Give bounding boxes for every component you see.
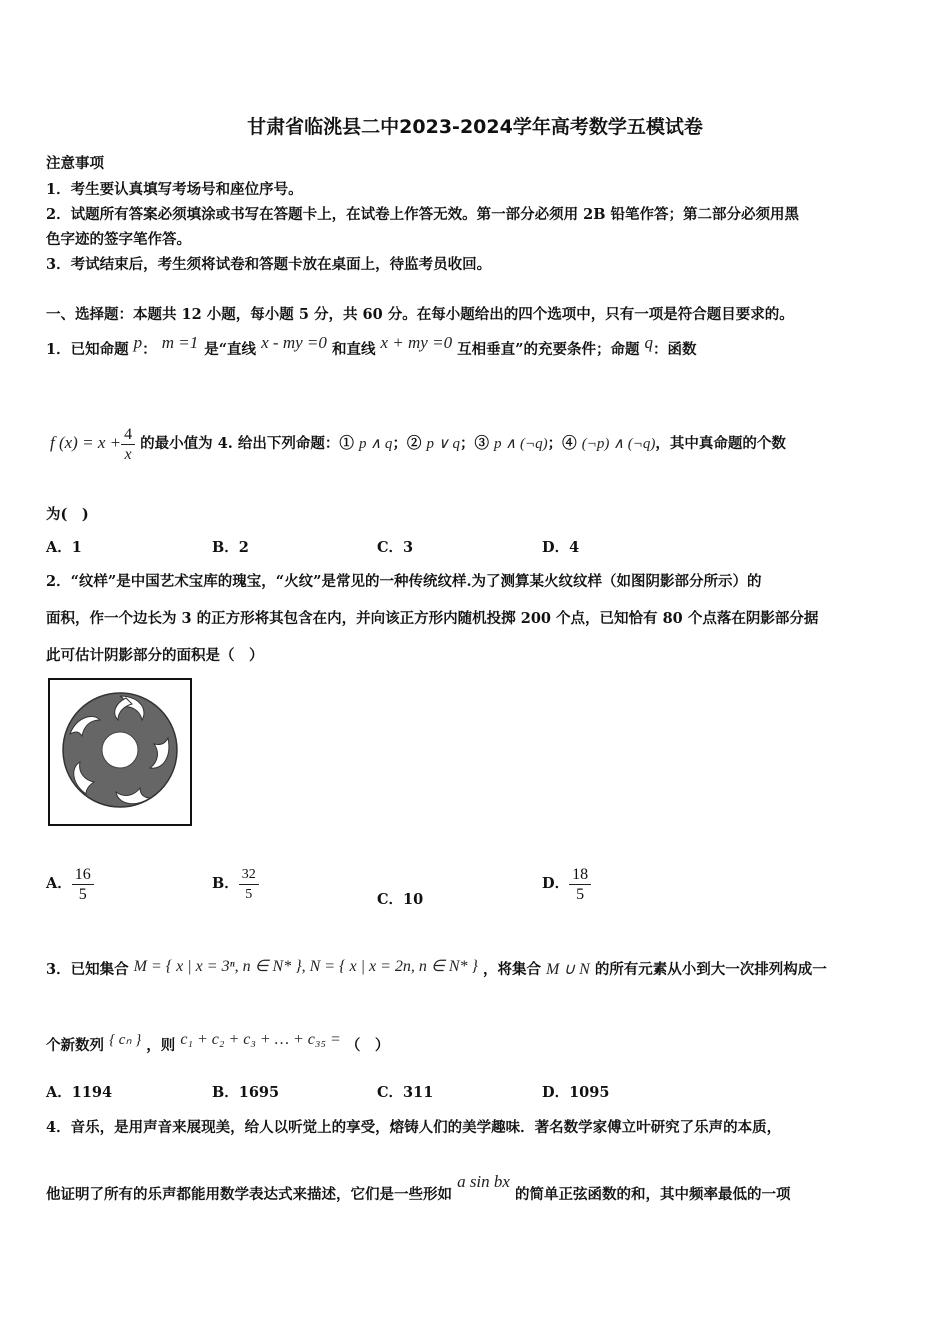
q3-option-b: B．1695 [212,1084,280,1101]
question-1-line-1 [46,328,697,365]
fraction-denominator: 5 [576,885,585,903]
q4-expression: a sin bx [457,1172,510,1191]
q1-sep: ；④ [547,435,577,452]
q1-line-eq-1: x - my =0 [261,333,327,352]
q1-prefix: 1．已知命题 [46,341,129,358]
q1-text: 是“直线 [204,341,257,358]
notice-item: 1．考生要认真填写考场号和座位序号。 [46,181,303,198]
q1-q-var: q [644,333,654,352]
q3-text: 个新数列 [46,1037,104,1054]
fraction-denominator: 5 [78,885,87,903]
question-2-line: 此可估计阴影部分的面积是（ ） [46,647,264,664]
fraction-denominator: 5 [245,886,253,902]
fraction-numerator: 4 [121,425,135,445]
q1-sep: ；③ [459,435,489,452]
q1-option-c: C．3 [377,539,414,556]
fraction-numerator: 18 [569,865,591,885]
q1-text: ，其中真命题的个数 [655,435,786,452]
q3-text: ，则 [146,1037,176,1054]
q3-prefix: 3．已知集合 [46,961,129,978]
q1-claim-1: p ∧ q [358,436,393,452]
page-title: 甘肃省临洮县二中2023-2024学年高考数学五模试卷 [247,116,703,138]
question-4-line-2 [46,1162,791,1215]
notice-heading: 注意事项 [46,155,104,172]
option-fraction [72,865,94,904]
question-2-line: 面积，作一个边长为 3 的正方形将其包含在内，并向该正方形内随机投掷 200 个点，已知恰有 80 个点落在阴影部分据 [46,610,819,627]
fire-pattern-image [50,680,190,824]
q1-fraction [121,425,135,464]
q2-option-c: C．10 [377,891,424,908]
q4-text: 他证明了所有的乐声都能用数学表达式来描述，它们是一些形如 [46,1186,452,1203]
q1-claim-2: p ∨ q [426,436,460,452]
q3-text: 的所有元素从小到大一次排列构成一 [594,961,827,978]
q1-function: f (x) = x + [50,433,122,452]
q1-option-d: D．4 [542,539,580,556]
q3-option-d: D．1095 [542,1084,610,1101]
q3-union: M ∪ N [546,961,590,978]
q1-line-eq-2: x + my =0 [380,333,453,352]
q4-text: 的简单正弦函数的和，其中频率最低的一项 [515,1186,791,1203]
q3-set-n: , N = { x | x = 2n, n ∈ N* } [301,958,478,975]
question-4-line-1: 4．音乐，是用声音来展现美，给人以听觉上的享受，熔铸人们的美学趣味．著名数学家傅立叶研究了乐声的本质， [46,1119,782,1136]
notice-item: 2．试题所有答案必须填涂或书写在答题卡上，在试卷上作答无效。第一部分必须用 2B 铅笔作答；第二部分必须用黑 [46,206,800,223]
fire-pattern-figure [48,678,192,826]
q1-option-b: B．2 [212,539,249,556]
fraction-numerator: 32 [239,865,259,885]
question-3-line-1 [46,950,827,987]
q1-text: 和直线 [331,341,376,358]
option-label: B． [212,875,239,892]
question-1-line-2 [50,418,786,469]
q1-option-a: A．1 [46,539,82,556]
q1-sep: ；② [392,435,422,452]
q2-option-b [212,862,259,906]
section-heading: 一、选择题：本题共 12 小题，每小题 5 分，共 60 分。在每小题给出的四个选项中，只有一项是符合题目要求的。 [46,306,794,323]
q3-paren: （ ） [345,1037,390,1054]
q3-option-a: A．1194 [46,1084,113,1101]
q3-text: ，将集合 [482,961,541,978]
notice-item: 色字迹的签字笔作答。 [46,231,191,248]
option-fraction [239,865,259,904]
fraction-numerator: 16 [72,865,94,885]
q1-p-var: p [133,333,143,352]
q1-text: ：函数 [653,341,697,358]
q3-sequence: { cₙ } [109,1032,142,1048]
q1-claim-3: p ∧ (¬q) [494,436,548,452]
q2-option-d [542,862,591,906]
q1-text: 互相垂直”的充要条件；命题 [457,341,640,358]
q3-sum: c₁ + c₂ + c₃ + … + c₃₅ = [180,1031,341,1048]
q3-set-m: M = { x | x = 3ⁿ, n ∈ N* } [133,958,302,975]
q1-text: 的最小值为 4. 给出下列命题：① [140,435,354,452]
option-label: D． [542,875,570,892]
option-fraction [569,865,591,904]
q1-colon: ： [142,341,157,358]
q3-option-c: C．311 [377,1084,434,1101]
notice-item: 3．考试结束后，考生须将试卷和答题卡放在桌面上，待监考员收回。 [46,256,492,273]
option-label: A． [46,875,72,892]
question-3-line-2 [46,1022,389,1064]
q2-option-a [46,862,94,906]
q1-claim-4: (¬p) ∧ (¬q) [581,436,656,452]
fraction-denominator: x [124,445,132,463]
question-2-line: 2．“纹样”是中国艺术宝库的瑰宝，“火纹”是常见的一种传统纹样.为了测算某火纹纹样（如图阴影部分所示）的 [46,573,762,590]
question-1-line-3: 为( ) [46,506,89,523]
q1-condition: m =1 [161,333,199,352]
